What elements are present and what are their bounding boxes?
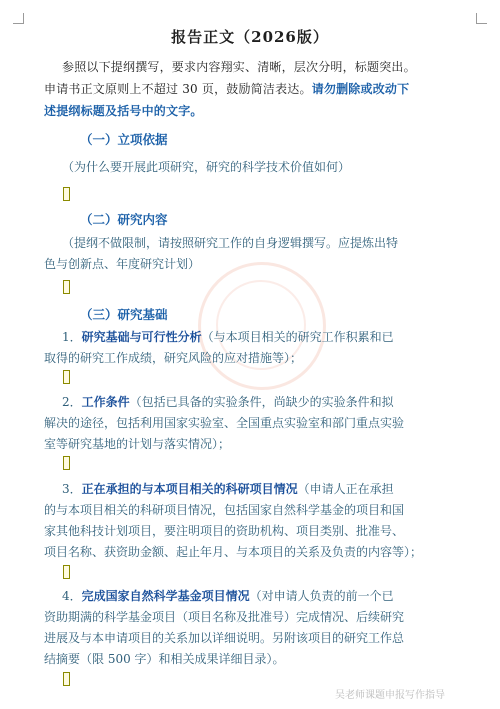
intro-line-1: 参照以下提纲撰写，要求内容翔实、清晰，层次分明，标题突出。	[62, 60, 416, 74]
item-2-line-2: 解决的途径，包括利用国家实验室、全国重点实验室和部门重点实验	[44, 416, 405, 430]
item-2-text-1: （包括已具备的实验条件，尚缺少的实验条件和拟	[129, 395, 394, 409]
intro-line-3-notice: 述提纲标题及括号中的文字。	[44, 104, 203, 118]
item-3-number: 3．	[62, 482, 82, 496]
item-3-title: 正在承担的与本项目相关的科研项目情况	[81, 482, 298, 496]
section-3-heading: （三）研究基础	[80, 307, 168, 322]
page-corner-mark-left	[13, 13, 24, 24]
text-cursor-marker[interactable]	[63, 370, 70, 384]
item-1-title: 研究基础与可行性分析	[81, 330, 202, 344]
text-cursor-marker[interactable]	[63, 280, 70, 294]
text-cursor-marker[interactable]	[63, 187, 70, 201]
section-2-guide-line-1: （提纲不做限制，请按照研究工作的自身逻辑撰写。应提炼出特	[62, 236, 399, 250]
item-1-text-1: （与本项目相关的研究工作积累和已	[201, 330, 394, 344]
section-2-guide-line-2: 色与创新点、年度研究计划）	[44, 257, 201, 271]
item-4-number: 4．	[62, 589, 82, 603]
item-2-title: 工作条件	[81, 395, 130, 409]
item-4-title: 完成国家自然科学基金项目情况	[81, 589, 250, 603]
item-3-line-4: 项目名称、获资助金额、起止年月、与本项目的关系及负责的内容等）；	[44, 545, 423, 559]
footer-watermark: 吴老师课题申报写作指导	[335, 690, 445, 701]
item-3-text-1: （申请人正在承担	[297, 482, 394, 496]
page-corner-mark-right	[476, 13, 487, 24]
item-4-line-2: 资助期满的科学基金项目（项目名称及批准号）完成情况、后续研究	[44, 610, 405, 624]
item-3-line-3: 家其他科技计划项目，要注明项目的资助机构、项目类别、批准号、	[44, 524, 405, 538]
intro-line-2-notice: 请勿删除或改动下	[311, 82, 410, 96]
item-2-line-3: 室等研究基地的计划与落实情况）；	[44, 437, 231, 451]
item-1-line-2: 取得的研究工作成绩，研究风险的应对措施等）；	[44, 351, 303, 365]
item-1-number: 1．	[62, 330, 82, 344]
item-4-line-1	[62, 585, 394, 607]
item-2-line-1	[62, 391, 394, 413]
text-cursor-marker[interactable]	[63, 672, 70, 686]
item-3-line-1	[62, 478, 394, 500]
item-4-line-3: 进展及与本申请项目的关系加以详细说明。另附该项目的研究工作总	[44, 631, 405, 645]
item-4-text-1: （对申请人负责的前一个已	[249, 589, 394, 603]
item-1-line-1	[62, 326, 394, 348]
intro-line-2	[44, 79, 409, 100]
section-1-guide: （为什么要开展此项研究，研究的科学技术价值如何）	[62, 160, 351, 174]
document-title: 报告正文（2026版）	[171, 28, 329, 46]
item-3-line-2: 的与本项目相关的科研项目情况，包括国家自然科学基金的项目和国	[44, 503, 405, 517]
text-cursor-marker[interactable]	[63, 565, 70, 579]
section-2-heading: （二）研究内容	[80, 212, 168, 227]
section-1-heading: （一）立项依据	[80, 132, 168, 147]
item-4-line-4: 结摘要（限 500 字）和相关成果详细目录）。	[44, 652, 285, 666]
text-cursor-marker[interactable]	[63, 456, 70, 470]
intro-line-2-text: 申请书正文原则上不超过 30 页，鼓励简洁表达。	[44, 82, 312, 96]
item-2-number: 2．	[62, 395, 82, 409]
